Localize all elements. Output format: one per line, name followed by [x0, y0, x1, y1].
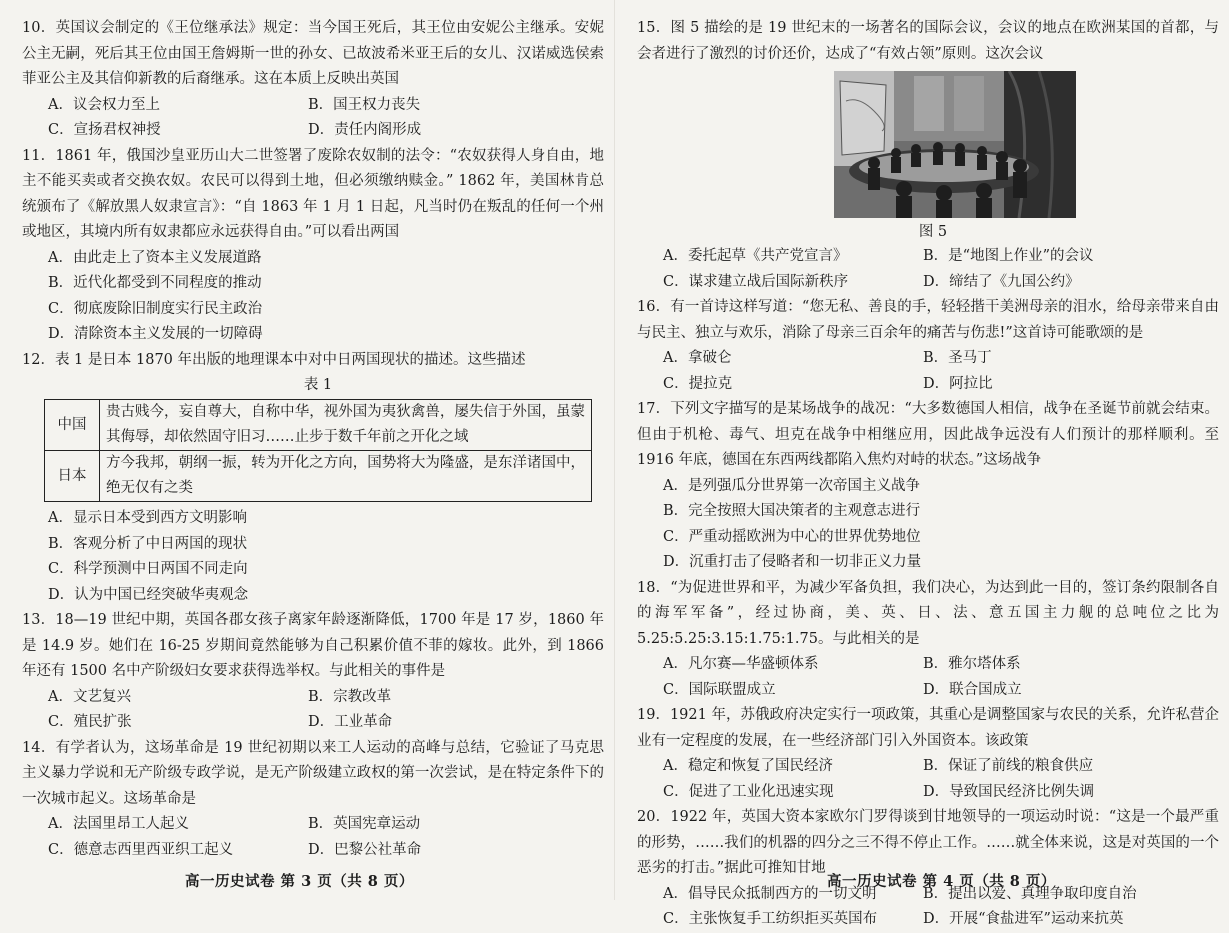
- question-19-options: [637, 754, 1219, 805]
- option-a: A．议会权力至上: [48, 96, 160, 113]
- option-b: B．完全按照大国决策者的主观意志进行: [663, 503, 921, 519]
- table-row: [45, 400, 592, 451]
- option-b: B．客观分析了中日两国的现状: [48, 535, 248, 552]
- option-a: A．法国里昂工人起义: [48, 816, 189, 832]
- left-page: [0, 0, 614, 900]
- question-10-stem: 10．英国议会制定的《王位继承法》规定：当今国王死后，其王位由安妮公主继承。安妮公主无嗣，死后其王位由国王詹姆斯一世的孙女、已故波希米亚王后的女儿、汉诺威选侯索菲亚公主及其信仰新教的后裔继承。这在本质上反映出英国: [22, 20, 604, 87]
- option-d: D．巴黎公社革命: [308, 841, 422, 858]
- comparison-table: [44, 399, 592, 502]
- page-footer: 高一历史试卷 第 4 页（共 8 页）: [827, 873, 1056, 890]
- option-c: C．德意志西里西亚织工起义: [48, 841, 234, 858]
- option-b: B．雅尔塔体系: [923, 656, 1021, 672]
- question-18-options: [637, 652, 1219, 703]
- option-a: A．倡导民众抵制西方的一切文明: [663, 885, 877, 902]
- question-13: [22, 608, 604, 736]
- table-title: 表 1: [303, 377, 333, 393]
- question-20: [637, 805, 1219, 933]
- figure-caption: 图 5: [918, 224, 948, 240]
- question-14-stem: 14．有学者认为，这场革命是 19 世纪初期以来工人运动的高峰与总结，它验证了马克思主义暴力学说和无产阶级专政学说，是无产阶级建立政权的第一次尝试，是在特定条件下的一次城市起义。这场革命是: [22, 739, 604, 807]
- option-d: D．沉重打击了侵略者和一切非正义力量: [663, 554, 922, 570]
- question-13-options: [22, 685, 604, 736]
- question-11-stem: 11．1861 年，俄国沙皇亚历山大二世签署了废除农奴制的法令：“农奴获得人身自由，地主不能买卖或者交换农奴。农民可以得到土地，但必须缴纳赎金。” 1862 年，美国林肯总统颁布了《解放黑人奴隶宣言》：“自 1863 年 1 月 1 日起，凡当时仍在叛乱的任何一个州或地区，其境内所有奴隶都应永远获得自由。”可以看出两国: [22, 147, 604, 240]
- option-d: D．联合国成立: [923, 681, 1022, 698]
- option-b: B．圣马丁: [923, 350, 992, 366]
- table-row: [45, 451, 592, 502]
- option-b: B．保证了前线的粮食供应: [923, 758, 1094, 774]
- option-d: D．认为中国已经突破华夷观念: [48, 586, 249, 603]
- question-10-options: [22, 93, 604, 144]
- question-15-stem: 15．图 5 描绘的是 19 世纪末的一场著名的国际会议，会议的地点在欧洲某国的首都，与会者进行了激烈的讨价还价，达成了“有效占领”原则。这次会议: [637, 20, 1219, 62]
- question-19-stem: 19．1921 年，苏俄政府决定实行一项政策，其重心是调整国家与农民的关系，允许私营企业有一定程度的发展，在一些经济部门引入外国资本。该政策: [637, 707, 1219, 749]
- question-18-stem: 18．“为促进世界和平，为减少军备负担，我们决心，为达到此一目的，签订条约限制各自的海军军备”，经过协商，美、英、日、法、意五国主力舰的总吨位之比为 5.25:5.25:3.15:1.75:1.75。与此相关的是: [637, 579, 1219, 647]
- option-c: C．主张恢复手工纺织拒买英国布: [663, 911, 878, 927]
- question-16-stem: 16．有一首诗这样写道：“您无私、善良的手，轻轻揩干美洲母亲的泪水，给母亲带来自由与民主、独立与欢乐，消除了母亲三百余年的痛苦与伤悲!”这首诗可能歌颂的是: [637, 299, 1219, 341]
- question-11-options: [22, 246, 604, 348]
- question-19: [637, 703, 1219, 805]
- question-17-options: [637, 474, 1219, 576]
- option-b: B．是“地图上作业”的会议: [923, 248, 1094, 264]
- option-d: D．缔结了《九国公约》: [923, 273, 1080, 290]
- question-12-options: [22, 506, 604, 608]
- option-b: B．国王权力丧失: [308, 96, 421, 113]
- option-a: A．委托起草《共产党宣言》: [663, 248, 848, 264]
- question-17-stem: 17．下列文字描写的是某场战争的战况：“大多数德国人相信，战争在圣诞节前就会结束。但由于机枪、毒气、坦克在战争中相继应用，因此战争远没有人们预计的那样顺利。至 1916 年底，德国在东西两线都陷入焦灼对峙的状态。”这场战争: [637, 401, 1219, 468]
- option-a: A．是列强瓜分世界第一次帝国主义战争: [663, 477, 920, 494]
- question-13-stem: 13．18—19 世纪中期，英国各郡女孩子离家年龄逐渐降低，1700 年是 17 岁，1860 年是 14.9 岁。她们在 16-25 岁期间竟然能够为自己积累价值不菲的嫁妆。此外，到 1866 年还有 1500 名中产阶级妇女要求获得选举权。与此相关的事件是: [22, 612, 604, 679]
- question-15: [637, 16, 1219, 295]
- question-14-options: [22, 812, 604, 863]
- question-20-stem: 20．1922 年，英国大资本家欧尔门罗得谈到甘地领导的一项运动时说：“这是一个最严重的形势，……我们的机器的四分之三不得不停止工作。……就全体来说，这是对英国的一个恶劣的打击。”据此可推知甘地: [637, 809, 1219, 876]
- question-10: [22, 16, 604, 144]
- option-a: A．文艺复兴: [48, 688, 131, 705]
- option-a: A．稳定和恢复了国民经济: [663, 758, 833, 774]
- option-d: D．导致国民经济比例失调: [923, 783, 1095, 800]
- option-c: C．科学预测中日两国不同走向: [48, 561, 248, 577]
- question-17: [637, 397, 1219, 576]
- row-header: 日本: [45, 451, 100, 502]
- option-c: C．促进了工业化迅速实现: [663, 783, 834, 800]
- question-12-stem: 12．表 1 是日本 1870 年出版的地理课本中对中日两国现状的描述。这些描述: [22, 351, 526, 368]
- option-c: C．严重动摇欧洲为中心的世界优势地位: [663, 528, 921, 545]
- option-c: C．谋求建立战后国际新秩序: [663, 273, 849, 290]
- option-a: A．由此走上了资本主义发展道路: [48, 249, 262, 266]
- right-page: [614, 0, 1229, 927]
- option-d: D．开展“食盐进军”运动来抗英: [923, 911, 1124, 927]
- question-16: [637, 295, 1219, 397]
- option-a: A．拿破仑: [663, 350, 732, 366]
- option-c: C．提拉克: [663, 375, 733, 392]
- option-b: B．提出以爱、真理争取印度自治: [923, 885, 1137, 902]
- option-d: D．工业革命: [308, 714, 393, 730]
- question-14: [22, 736, 604, 864]
- option-a: A．凡尔赛—华盛顿体系: [663, 656, 819, 672]
- option-d: D．清除资本主义发展的一切障碍: [48, 326, 263, 342]
- row-cell: 贵古贱今，妄自尊大，自称中华，视外国为夷狄禽兽，屡失信于外国，虽蒙其侮辱，却依然固守旧习……止步于数千年前之开化之域: [100, 400, 592, 451]
- option-d: D．阿拉比: [923, 375, 993, 392]
- row-cell: 方今我邦，朝纲一振，转为开化之方向，国势将大为隆盛，是东洋诸国中，绝无仅有之类: [100, 451, 592, 502]
- option-b: B．英国宪章运动: [308, 816, 421, 832]
- question-18: [637, 576, 1219, 704]
- option-b: B．近代化都受到不同程度的推动: [48, 275, 262, 291]
- option-a: A．显示日本受到西方文明影响: [48, 510, 247, 526]
- option-c: C．殖民扩张: [48, 714, 132, 730]
- row-header: 中国: [45, 400, 100, 451]
- option-c: C．国际联盟成立: [663, 681, 776, 698]
- question-11: [22, 144, 604, 348]
- option-c: C．彻底废除旧制度实行民主政治: [48, 300, 263, 317]
- question-15-options: [637, 244, 1219, 295]
- option-c: C．宣扬君权神授: [48, 122, 161, 138]
- page-footer: 高一历史试卷 第 3 页（共 8 页）: [185, 873, 414, 890]
- question-16-options: [637, 346, 1219, 397]
- option-d: D．责任内阁形成: [308, 122, 422, 138]
- conference-illustration: [834, 71, 1076, 218]
- question-12: [22, 348, 604, 609]
- option-b: B．宗教改革: [308, 688, 392, 705]
